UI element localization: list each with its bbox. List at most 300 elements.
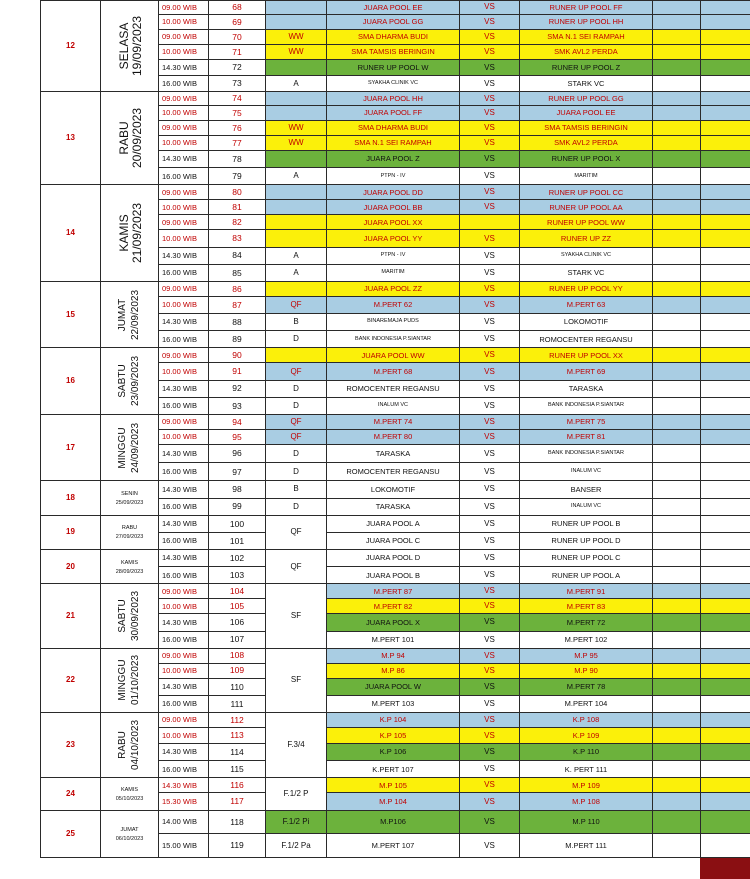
match-number: 114 (209, 744, 266, 761)
match-schedule-table (40, 0, 750, 858)
away-team: SMK AVL2 PERDA (520, 136, 653, 151)
match-time: 14.30 WIB (159, 515, 209, 532)
note-cell (701, 397, 750, 414)
round-code: QF (266, 429, 327, 444)
day-name: KAMIS (120, 559, 139, 566)
score-cell (653, 29, 701, 44)
versus-label: VS (460, 348, 520, 363)
score-cell (653, 444, 701, 462)
note-cell (701, 1, 750, 15)
match-time: 10.00 WIB (159, 200, 209, 215)
match-day-cell (101, 185, 159, 282)
match-number: 110 (209, 678, 266, 695)
versus-label: VS (460, 121, 520, 136)
note-cell (701, 14, 750, 29)
away-team: JUARA POOL EE (520, 106, 653, 121)
versus-label: VS (460, 185, 520, 200)
match-time: 10.00 WIB (159, 599, 209, 614)
home-team: BINAREMAJA PUDS (327, 314, 460, 331)
versus-label: VS (460, 663, 520, 678)
round-code: B (266, 481, 327, 498)
match-time: 16.00 WIB (159, 331, 209, 348)
day-name: RABU (117, 121, 132, 155)
versus-label: VS (460, 414, 520, 429)
note-cell (701, 584, 750, 599)
note-cell (701, 106, 750, 121)
match-number: 71 (209, 44, 266, 59)
home-team: JUARA POOL X (327, 614, 460, 631)
note-cell (701, 121, 750, 136)
home-team: JUARA POOL GG (327, 14, 460, 29)
match-time: 14.30 WIB (159, 444, 209, 462)
match-number: 96 (209, 444, 266, 462)
home-team: PTPN - IV (327, 247, 460, 264)
versus-label: VS (460, 200, 520, 215)
day-date: 22/09/2023 (130, 289, 142, 340)
match-row (41, 550, 750, 567)
match-time: 16.00 WIB (159, 264, 209, 281)
match-day (116, 491, 144, 506)
home-team: JUARA POOL A (327, 515, 460, 532)
round-code (266, 106, 327, 121)
match-time: 09.00 WIB (159, 185, 209, 200)
home-team: JUARA POOL W (327, 678, 460, 695)
round-code (266, 348, 327, 363)
note-cell (701, 380, 750, 397)
match-number: 101 (209, 532, 266, 549)
away-team: RUNER UP POOL A (520, 567, 653, 584)
match-number: 88 (209, 314, 266, 331)
match-number: 107 (209, 631, 266, 648)
round-code: F.1/2 P (266, 778, 327, 810)
day-date: 30/09/2023 (130, 590, 142, 642)
match-time: 14.30 WIB (159, 744, 209, 761)
versus-label: VS (460, 397, 520, 414)
note-cell (701, 76, 750, 92)
match-number: 103 (209, 567, 266, 584)
away-team: INALUM VC (520, 463, 653, 481)
away-team: RUNER UP ZZ (520, 230, 653, 247)
match-number: 86 (209, 281, 266, 296)
match-day-cell (101, 348, 159, 414)
note-cell (701, 136, 750, 151)
away-team: M.PERT 104 (520, 695, 653, 712)
match-row (41, 481, 750, 498)
round-code: WW (266, 121, 327, 136)
match-time: 16.00 WIB (159, 397, 209, 414)
day-name: SENIN (121, 491, 138, 498)
score-cell (653, 599, 701, 614)
week-number: 14 (41, 185, 101, 282)
match-day-cell (101, 481, 159, 515)
home-team: M.PERT 107 (327, 834, 460, 858)
day-date: 24/09/2023 (130, 422, 142, 473)
home-team: M.P106 (327, 810, 460, 834)
day-date: 19/09/2023 (130, 16, 145, 77)
versus-label: VS (460, 106, 520, 121)
score-cell (653, 481, 701, 498)
round-code (266, 281, 327, 296)
match-number: 84 (209, 247, 266, 264)
home-team: M.PERT 68 (327, 363, 460, 380)
match-number: 72 (209, 59, 266, 75)
versus-label: VS (460, 363, 520, 380)
home-team: RUNER UP POOL W (327, 59, 460, 75)
home-team: JUARA POOL B (327, 567, 460, 584)
day-date: 28/09/2023 (115, 568, 144, 575)
note-cell (701, 567, 750, 584)
note-cell (701, 168, 750, 185)
match-time: 09.00 WIB (159, 29, 209, 44)
day-name: SABTU (117, 599, 129, 633)
versus-label: VS (460, 29, 520, 44)
note-cell (701, 363, 750, 380)
match-day-cell (101, 515, 159, 549)
home-team: K.PERT 107 (327, 761, 460, 778)
week-number: 17 (41, 414, 101, 480)
day-date: 06/10/2023 (115, 835, 144, 842)
note-cell (701, 744, 750, 761)
match-number: 81 (209, 200, 266, 215)
match-time: 09.00 WIB (159, 121, 209, 136)
day-date: 25/09/2023 (115, 500, 144, 507)
score-cell (653, 567, 701, 584)
round-code: A (266, 168, 327, 185)
match-time: 16.00 WIB (159, 532, 209, 549)
note-cell (701, 247, 750, 264)
away-team: RUNER UP POOL YY (520, 281, 653, 296)
score-cell (653, 463, 701, 481)
match-row (41, 281, 750, 296)
round-code: D (266, 331, 327, 348)
versus-label: VS (460, 1, 520, 15)
match-number: 90 (209, 348, 266, 363)
round-code: SF (266, 584, 327, 648)
day-date: 05/10/2023 (115, 796, 144, 802)
note-cell (701, 92, 750, 106)
week-number: 12 (41, 1, 101, 92)
note-cell (701, 614, 750, 631)
match-row (41, 1, 750, 15)
note-cell (701, 348, 750, 363)
note-cell (701, 314, 750, 331)
away-team: RUNER UP POOL XX (520, 348, 653, 363)
match-number: 95 (209, 429, 266, 444)
note-cell (701, 778, 750, 793)
week-number: 21 (41, 584, 101, 648)
match-row (41, 713, 750, 728)
score-cell (653, 14, 701, 29)
match-day-cell (101, 550, 159, 584)
match-time: 14.30 WIB (159, 314, 209, 331)
match-day (117, 423, 143, 473)
home-team: SMA DHARMA BUDI (327, 29, 460, 44)
match-number: 105 (209, 599, 266, 614)
round-code: F.1/2 Pi (266, 810, 327, 834)
match-day-cell (101, 810, 159, 857)
round-code: D (266, 444, 327, 462)
note-cell (701, 151, 750, 168)
away-team: M.PERT 72 (520, 614, 653, 631)
note-cell (701, 532, 750, 549)
away-team: M.PERT 78 (520, 678, 653, 695)
week-number: 23 (41, 713, 101, 778)
match-number: 92 (209, 380, 266, 397)
match-time: 10.00 WIB (159, 106, 209, 121)
round-code: F.1/2 Pa (266, 834, 327, 858)
away-team: RUNER UP POOL HH (520, 14, 653, 29)
home-team: JUARA POOL HH (327, 92, 460, 106)
round-code: D (266, 498, 327, 515)
match-number: 68 (209, 1, 266, 15)
match-number: 97 (209, 463, 266, 481)
note-cell (701, 498, 750, 515)
away-team: M.PERT 91 (520, 584, 653, 599)
home-team: M.PERT 82 (327, 599, 460, 614)
match-number: 74 (209, 92, 266, 106)
home-team: BANK INDONESIA P.SIANTAR (327, 331, 460, 348)
match-number: 119 (209, 834, 266, 858)
week-number: 18 (41, 481, 101, 515)
match-row (41, 92, 750, 106)
round-code (266, 59, 327, 75)
versus-label: VS (460, 498, 520, 515)
score-cell (653, 59, 701, 75)
match-time: 10.00 WIB (159, 429, 209, 444)
match-number: 82 (209, 215, 266, 230)
versus-label: VS (460, 230, 520, 247)
home-team: M.PERT 74 (327, 414, 460, 429)
match-time: 14.30 WIB (159, 151, 209, 168)
day-name: RABU (121, 525, 138, 532)
note-cell (701, 695, 750, 712)
note-cell (701, 414, 750, 429)
score-cell (653, 663, 701, 678)
note-cell (701, 281, 750, 296)
versus-label: VS (460, 44, 520, 59)
away-team: BANSER (520, 481, 653, 498)
match-number: 98 (209, 481, 266, 498)
away-team: STARK VC (520, 76, 653, 92)
week-number: 16 (41, 348, 101, 414)
score-cell (653, 185, 701, 200)
home-team: TARASKA (327, 498, 460, 515)
day-date: 20/09/2023 (130, 108, 145, 169)
day-name: JUMAT (120, 826, 139, 833)
match-day-cell (101, 281, 159, 347)
score-cell (653, 631, 701, 648)
score-cell (653, 713, 701, 728)
versus-label: VS (460, 550, 520, 567)
round-code (266, 200, 327, 215)
match-time: 16.00 WIB (159, 631, 209, 648)
match-time: 14.30 WIB (159, 550, 209, 567)
score-cell (653, 76, 701, 92)
score-cell (653, 810, 701, 834)
home-team: TARASKA (327, 444, 460, 462)
match-row (41, 515, 750, 532)
score-cell (653, 247, 701, 264)
versus-label: VS (460, 92, 520, 106)
away-team: RUNER UP POOL AA (520, 200, 653, 215)
versus-label: VS (460, 463, 520, 481)
match-number: 76 (209, 121, 266, 136)
match-time: 16.00 WIB (159, 498, 209, 515)
away-team: K.P 110 (520, 744, 653, 761)
score-cell (653, 678, 701, 695)
match-time: 16.00 WIB (159, 695, 209, 712)
round-code: A (266, 247, 327, 264)
note-cell (701, 631, 750, 648)
round-code: WW (266, 136, 327, 151)
home-team: K.P 105 (327, 728, 460, 744)
away-team: M.P 95 (520, 648, 653, 663)
score-cell (653, 648, 701, 663)
note-cell (701, 200, 750, 215)
versus-label: VS (460, 314, 520, 331)
match-row (41, 810, 750, 834)
home-team: SMA TAMSIS BERINGIN (327, 44, 460, 59)
match-day (116, 525, 144, 540)
versus-label: VS (460, 678, 520, 695)
away-team: M.PERT 81 (520, 429, 653, 444)
day-date: 01/10/2023 (130, 655, 142, 706)
week-number: 13 (41, 92, 101, 185)
round-code (266, 151, 327, 168)
match-time: 10.00 WIB (159, 363, 209, 380)
day-name: MINGGU (117, 659, 129, 701)
home-team: JUARA POOL EE (327, 1, 460, 15)
away-team: RUNER UP POOL WW (520, 215, 653, 230)
match-day-cell (101, 648, 159, 712)
versus-label: VS (460, 264, 520, 281)
day-name: KAMIS (120, 787, 139, 793)
match-number: 99 (209, 498, 266, 515)
versus-label: VS (460, 331, 520, 348)
score-cell (653, 296, 701, 313)
match-row (41, 584, 750, 599)
home-team: JUARA POOL BB (327, 200, 460, 215)
match-day (117, 591, 143, 641)
match-time: 14.30 WIB (159, 678, 209, 695)
versus-label: VS (460, 247, 520, 264)
score-cell (653, 314, 701, 331)
match-day (117, 290, 143, 340)
score-cell (653, 151, 701, 168)
match-time: 15.00 WIB (159, 834, 209, 858)
versus-label: VS (460, 429, 520, 444)
match-time: 09.00 WIB (159, 92, 209, 106)
day-date: 04/10/2023 (130, 720, 142, 771)
home-team: JUARA POOL DD (327, 185, 460, 200)
away-team: RUNER UP POOL GG (520, 92, 653, 106)
round-code: D (266, 463, 327, 481)
score-cell (653, 614, 701, 631)
match-time: 16.00 WIB (159, 567, 209, 584)
away-team: LOKOMOTIF (520, 314, 653, 331)
versus-label: VS (460, 380, 520, 397)
note-cell (701, 481, 750, 498)
week-number: 19 (41, 515, 101, 549)
match-time: 10.00 WIB (159, 14, 209, 29)
match-day (117, 356, 143, 406)
score-cell (653, 515, 701, 532)
home-team: M.PERT 103 (327, 695, 460, 712)
versus-label: VS (460, 481, 520, 498)
versus-label: VS (460, 744, 520, 761)
away-team: RUNER UP POOL B (520, 515, 653, 532)
versus-label: VS (460, 599, 520, 614)
match-row (41, 648, 750, 663)
match-time: 14.30 WIB (159, 614, 209, 631)
away-team: M.PERT 75 (520, 414, 653, 429)
match-day-cell (101, 584, 159, 648)
match-row (41, 348, 750, 363)
score-cell (653, 498, 701, 515)
match-number: 75 (209, 106, 266, 121)
versus-label: VS (460, 168, 520, 185)
match-day (117, 720, 143, 770)
versus-label: VS (460, 834, 520, 858)
match-number: 115 (209, 761, 266, 778)
round-code: B (266, 314, 327, 331)
match-time: 10.00 WIB (159, 728, 209, 744)
away-team: SMK AVL2 PERDA (520, 44, 653, 59)
score-cell (653, 264, 701, 281)
match-time: 14.30 WIB (159, 481, 209, 498)
match-number: 89 (209, 331, 266, 348)
score-cell (653, 281, 701, 296)
versus-label: VS (460, 713, 520, 728)
note-cell (701, 810, 750, 834)
day-name: SELASA (117, 22, 132, 70)
versus-label: VS (460, 631, 520, 648)
round-code: QF (266, 550, 327, 584)
home-team: INALUM VC (327, 397, 460, 414)
round-code: D (266, 380, 327, 397)
score-cell (653, 168, 701, 185)
score-cell (653, 728, 701, 744)
match-number: 69 (209, 14, 266, 29)
home-team: K.P 104 (327, 713, 460, 728)
score-cell (653, 200, 701, 215)
round-code (266, 230, 327, 247)
note-cell (701, 678, 750, 695)
score-cell (653, 397, 701, 414)
versus-label: VS (460, 810, 520, 834)
round-code: QF (266, 296, 327, 313)
note-cell (701, 44, 750, 59)
home-team: JUARA POOL D (327, 550, 460, 567)
match-number: 73 (209, 76, 266, 92)
note-cell (701, 230, 750, 247)
versus-label: VS (460, 281, 520, 296)
note-cell (701, 264, 750, 281)
away-team: SYAKHA CLINIK VC (520, 247, 653, 264)
match-day (116, 827, 144, 842)
score-cell (653, 230, 701, 247)
versus-label: VS (460, 515, 520, 532)
note-cell (701, 761, 750, 778)
away-team: K.P 108 (520, 713, 653, 728)
match-number: 108 (209, 648, 266, 663)
round-code: F.3/4 (266, 713, 327, 778)
away-team: M.PERT 111 (520, 834, 653, 858)
match-time: 14.30 WIB (159, 247, 209, 264)
score-cell (653, 92, 701, 106)
home-team: M.PERT 87 (327, 584, 460, 599)
note-cell (701, 648, 750, 663)
